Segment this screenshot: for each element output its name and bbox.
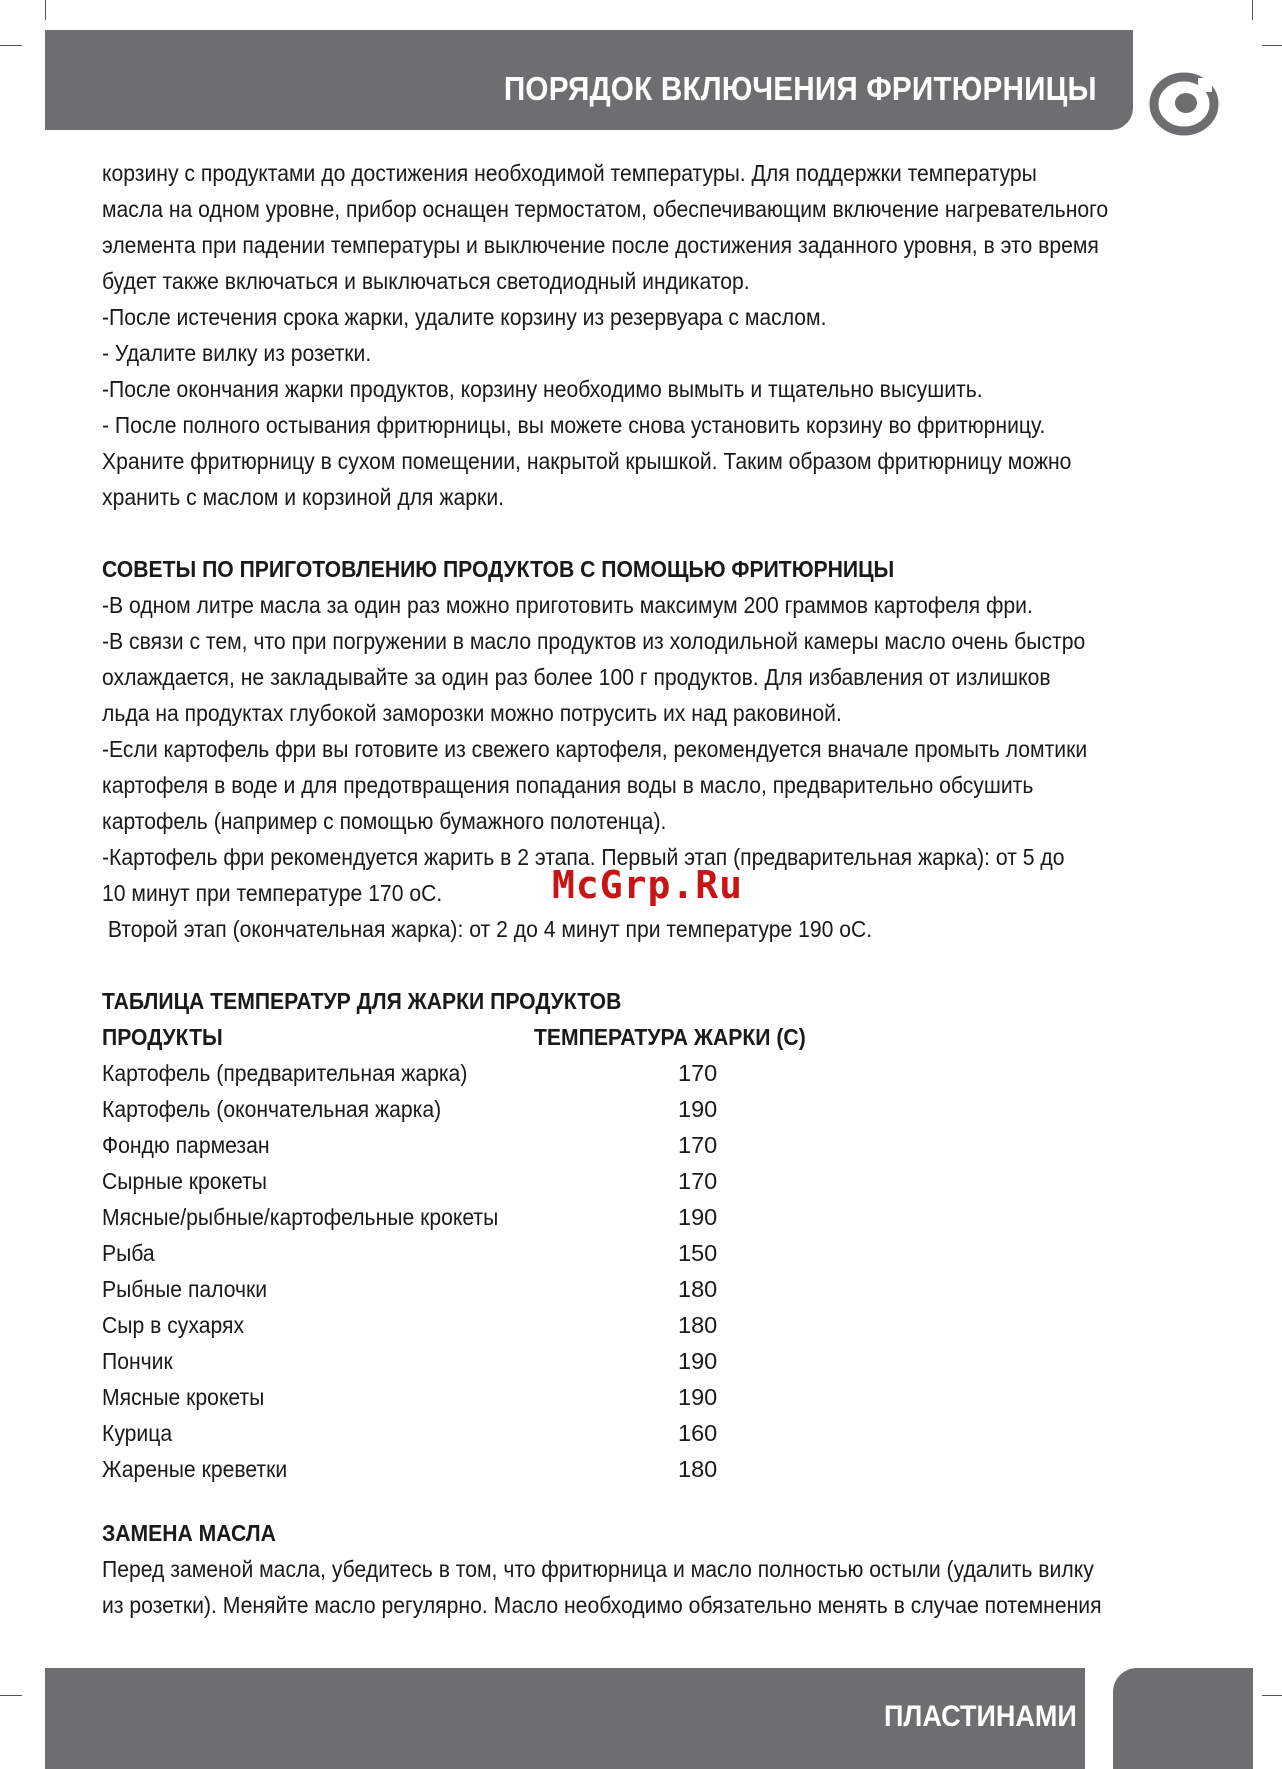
product-cell: Пончик: [102, 1348, 173, 1374]
oil-change-heading: ЗАМЕНА МАСЛА: [102, 1520, 276, 1546]
page-title: ПОРЯДОК ВКЛЮЧЕНИЯ ФРИТЮРНИЦЫ: [504, 70, 1097, 107]
crop-mark-top-right-h: [1262, 45, 1282, 46]
temperature-cell: 170: [678, 1168, 718, 1194]
table-title: ТАБЛИЦА ТЕМПЕРАТУР ДЛЯ ЖАРКИ ПРОДУКТОВ: [102, 988, 622, 1014]
temperature-cell: 160: [678, 1420, 718, 1446]
table-row: [102, 1091, 1192, 1127]
tips-line: -В одном литре масла за один раз можно приготовить максимум 200 граммов картофеля фри.: [102, 592, 1033, 618]
temperature-cell: 190: [678, 1384, 718, 1410]
column-header-temperature: ТЕМПЕРАТУРА ЖАРКИ (С): [534, 1024, 806, 1050]
product-cell: Рыбные палочки: [102, 1276, 268, 1302]
product-cell: Жареные креветки: [102, 1456, 288, 1482]
table-row: [102, 1451, 1192, 1487]
intro-line: элемента при падении температуры и выключение после достижения заданного уровня, в это время: [102, 232, 1099, 258]
tips-heading: СОВЕТЫ ПО ПРИГОТОВЛЕНИЮ ПРОДУКТОВ С ПОМОЩЬЮ ФРИТЮРНИЦЫ: [102, 556, 895, 582]
oil-change-section: [102, 1515, 1192, 1623]
table-row: [102, 1163, 1192, 1199]
temperature-cell: 190: [678, 1096, 718, 1122]
watermark: McGrp.Ru: [552, 863, 744, 907]
product-cell: Рыба: [102, 1240, 155, 1266]
tips-line: -Если картофель фри вы готовите из свежего картофеля, рекомендуется вначале промыть ломтики: [102, 736, 1088, 762]
product-cell: Сырные крокеты: [102, 1168, 267, 1194]
header-bar: [45, 30, 1133, 130]
tips-line: 10 минут при температуре 170 оС.: [102, 880, 443, 906]
column-header-product: ПРОДУКТЫ: [102, 1024, 223, 1050]
intro-line: хранить с маслом и корзиной для жарки.: [102, 484, 505, 510]
intro-line: будет также включаться и выключаться светодиодный индикатор.: [102, 268, 750, 294]
intro-line: корзину с продуктами до достижения необходимой температуры. Для поддержки температуры: [102, 160, 1037, 186]
table-row: [102, 1307, 1192, 1343]
intro-line: - После полного остывания фритюрницы, вы можете снова установить корзину во фритюрницу.: [102, 412, 1046, 438]
product-cell: Мясные крокеты: [102, 1384, 265, 1410]
temperature-cell: 170: [678, 1060, 718, 1086]
product-cell: Сыр в сухарях: [102, 1312, 245, 1338]
intro-line: -После окончания жарки продуктов, корзину необходимо вымыть и тщательно высушить.: [102, 376, 983, 402]
intro-line: Храните фритюрницу в сухом помещении, накрытой крышкой. Таким образом фритюрницу можно: [102, 448, 1072, 474]
temperature-cell: 180: [678, 1276, 718, 1302]
table-row: [102, 1055, 1192, 1091]
intro-line: масла на одном уровне, прибор оснащен термостатом, обеспечивающим включение нагревательного: [102, 196, 1109, 222]
intro-line: -После истечения срока жарки, удалите корзину из резервуара с маслом.: [102, 304, 827, 330]
tips-line: картофель (например с помощью бумажного полотенца).: [102, 808, 667, 834]
temperature-cell: 170: [678, 1132, 718, 1158]
temperature-cell: 150: [678, 1240, 718, 1266]
tips-line: -В связи с тем, что при погружении в масло продуктов из холодильной камеры масло очень быстро: [102, 628, 1086, 654]
tips-line: охлаждается, не закладывайте за один раз более 100 г продуктов. Для избавления от излишков: [102, 664, 1051, 690]
footer-notch: [1085, 1668, 1113, 1769]
table-row: [102, 1379, 1192, 1415]
intro-line: - Удалите вилку из розетки.: [102, 340, 372, 366]
table-row: [102, 1343, 1192, 1379]
oil-change-line: из розетки). Меняйте масло регулярно. Масло необходимо обязательно менять в случае потемнения: [102, 1592, 1102, 1618]
crop-mark-top-left-h: [0, 45, 22, 46]
table-row: [102, 1235, 1192, 1271]
crop-mark-bottom-left-h: [0, 1695, 22, 1696]
table-row: [102, 1271, 1192, 1307]
temperature-cell: 180: [678, 1312, 718, 1338]
product-cell: Картофель (предварительная жарка): [102, 1060, 468, 1086]
crop-mark-bottom-right-h: [1262, 1695, 1282, 1696]
table-row: [102, 1127, 1192, 1163]
table-row: [102, 1199, 1192, 1235]
crop-mark-top-left-v: [45, 0, 46, 20]
product-cell: Фондю пармезан: [102, 1132, 270, 1158]
brand-logo-icon: [1148, 68, 1220, 140]
intro-section: [102, 155, 1192, 515]
product-cell: Картофель (окончательная жарка): [102, 1096, 442, 1122]
temperature-table: [102, 983, 1192, 1487]
footer-section-label: ПЛАСТИНАМИ: [884, 1700, 1077, 1733]
temperature-cell: 180: [678, 1456, 718, 1482]
temperature-cell: 190: [678, 1348, 718, 1374]
oil-change-line: Перед заменой масла, убедитесь в том, что фритюрница и масло полностью остыли (удалить вилку: [102, 1556, 1094, 1582]
product-cell: Мясные/рыбные/картофельные крокеты: [102, 1204, 499, 1230]
table-header-row: [102, 1019, 1192, 1055]
temperature-cell: 190: [678, 1204, 718, 1230]
tips-line: -Картофель фри рекомендуется жарить в 2 этапа. Первый этап (предварительная жарка): от 5 до: [102, 844, 1065, 870]
tips-line: Второй этап (окончательная жарка): от 2 до 4 минут при температуре 190 оС.: [102, 916, 873, 942]
table-row: [102, 1415, 1192, 1451]
footer-page-tab: [1113, 1668, 1253, 1769]
crop-mark-top-right-v: [1252, 0, 1253, 20]
product-cell: Курица: [102, 1420, 173, 1446]
tips-line: льда на продуктах глубокой заморозки можно потрусить их над раковиной.: [102, 700, 842, 726]
tips-line: картофеля в воде и для предотвращения попадания воды в масло, предварительно обсушить: [102, 772, 1034, 798]
